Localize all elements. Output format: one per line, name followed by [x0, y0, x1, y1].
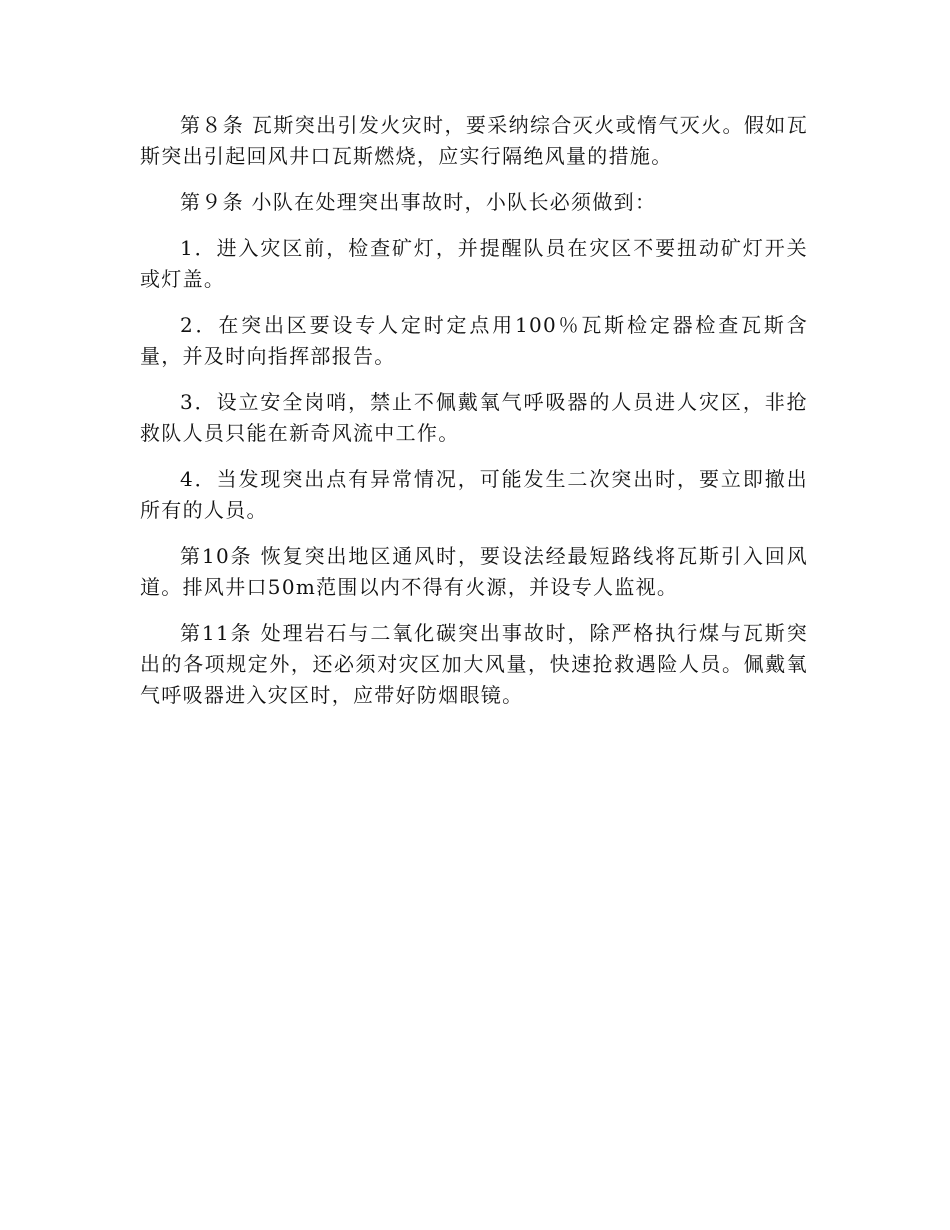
- paragraph-article-9: 第９条 小队在处理突出事故时，小队长必须做到：: [180, 190, 657, 214]
- paragraph-item-4: 4．当发现突出点有异常情况，可能发生二次突出时，要立即撤出所有的人员。: [140, 467, 808, 522]
- paragraph-item-1: 1．进入灾区前，检查矿灯，并提醒队员在灾区不要扭动矿灯开关或灯盖。: [140, 236, 808, 291]
- paragraph-article-8: 第８条 瓦斯突出引发火灾时，要采纳综合灭火或惰气灭火。假如瓦斯突出引起回风井口瓦斯燃烧，应实行隔绝风量的措施。: [140, 113, 808, 168]
- document-body: [140, 110, 808, 726]
- paragraph-article-10: 第10条 恢复突出地区通风时，要设法经最短路线将瓦斯引入回风道。排风井口50m范围以内不得有火源，并设专人监视。: [140, 544, 808, 599]
- paragraph-item-2: 2．在突出区要设专人定时定点用100％瓦斯检定器检查瓦斯含量，并及时向指挥部报告。: [140, 313, 808, 368]
- paragraph-item-3: 3．设立安全岗哨，禁止不佩戴氧气呼吸器的人员进人灾区，非抢救队人员只能在新奇风流中工作。: [140, 390, 808, 445]
- paragraph-article-11: 第11条 处理岩石与二氧化碳突出事故时，除严格执行煤与瓦斯突出的各项规定外，还必须对灾区加大风量，快速抢救遇险人员。佩戴氧气呼吸器进入灾区时，应带好防烟眼镜。: [140, 621, 808, 707]
